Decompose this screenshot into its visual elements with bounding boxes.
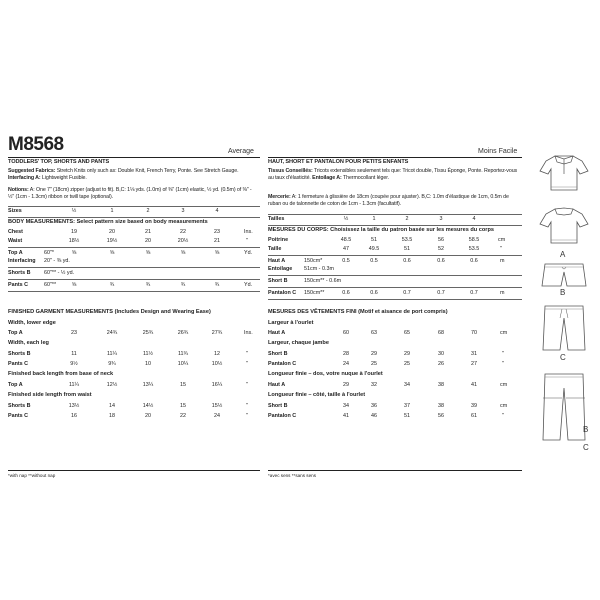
divider [268, 287, 522, 288]
shorts-b-row [8, 270, 260, 278]
row-label: Pants C [8, 413, 29, 419]
unit: " [246, 238, 248, 244]
sl-pants-c-row [8, 413, 260, 421]
poitrine-row [268, 237, 522, 245]
fabric-width: 60"** - ½ yd. [44, 270, 75, 276]
row-label: Shorts B [8, 351, 31, 357]
cell: 53.5 [401, 237, 413, 243]
interfacing-label: Interfacing A: [8, 174, 41, 181]
subheading: Width, each leg [8, 340, 49, 346]
cell: 21 [145, 229, 151, 235]
divider [8, 217, 260, 218]
cell: 24¾ [106, 330, 118, 336]
divider [268, 225, 522, 226]
difficulty-en: Average [228, 148, 254, 155]
cell: ⅝ [71, 282, 77, 288]
fin-top-a-row [8, 330, 260, 338]
body-measurements-heading: BODY MEASUREMENTS: Select pattern size based on body measurements [8, 219, 208, 225]
size-cell: 1 [110, 208, 114, 214]
size-cell: 4 [215, 208, 219, 214]
cell: 28 [343, 351, 349, 357]
mercerie-text: A: 1 fermeture à glissière de 18cm (coupée pour ajuster). B,C: 1.0m d'élastique de 1cm, 0.5m de ruban ou de talonnette de coton de 1cm - 1.3cm (facultatif). [268, 194, 509, 207]
view-label-c: C [560, 353, 566, 362]
unit: Yd. [244, 250, 253, 256]
ld-haut-a-row [268, 382, 522, 390]
cell: 0.6 [437, 258, 445, 264]
cell: ⅝ [145, 250, 151, 256]
row-label: Top A [8, 250, 23, 256]
unit: " [500, 246, 502, 252]
size-cell: ½ [71, 208, 77, 214]
row-label: Poitrine [268, 237, 289, 243]
fabrics-label: Tissus Conseillés: [268, 168, 313, 174]
cell: 11 [71, 351, 77, 357]
fin-pants-c-row [8, 361, 260, 369]
section-heading: HAUT, SHORT ET PANTALON POUR PETITS ENFANTS [268, 159, 409, 165]
cell: 46 [371, 413, 377, 419]
cell: 19½ [106, 238, 118, 244]
entoilage-label: Entoilage A: [312, 174, 342, 181]
unit: Yd. [244, 282, 253, 288]
cell: 20½ [177, 238, 189, 244]
unit: Ins. [244, 229, 253, 235]
row-label: Pantalon C [268, 361, 297, 367]
divider [8, 291, 260, 292]
cell: 25 [371, 361, 377, 367]
cell: 68 [438, 330, 444, 336]
divider [268, 470, 522, 471]
divider [8, 247, 260, 248]
fabric-width: 51cm - 0.3m [304, 266, 334, 272]
interfacing-text: Lightweight Fusible. [41, 174, 87, 181]
fin-haut-a-row [268, 330, 522, 338]
cell: ¾ [180, 282, 186, 288]
pattern-number: M8568 [8, 134, 64, 155]
row-label: Pantalon C [268, 413, 297, 419]
divider [8, 267, 260, 268]
cell: 11¼ [106, 351, 118, 357]
row-label: Short B [268, 278, 288, 284]
cell: 14½ [142, 403, 154, 409]
sizes-label: Tailles [268, 216, 285, 222]
unit: " [246, 382, 248, 388]
cell: 41 [471, 382, 477, 388]
unit: " [246, 351, 248, 357]
finished-measurements-heading: MESURES DES VÊTEMENTS FINI (Motif et aisance de port compris) [268, 309, 448, 315]
cell: 15 [180, 403, 186, 409]
cell: 38 [438, 403, 444, 409]
cell: 22 [180, 229, 186, 235]
footnote: *avec sens **sans sens [268, 473, 317, 478]
row-label: Pants C [8, 361, 29, 367]
subheading: Finished back length from base of neck [8, 371, 114, 377]
top-a-front-sketch [538, 150, 590, 194]
cell: ⅝ [71, 250, 77, 256]
subheading: Longueur finie – dos, votre nuque à l'ourlet [268, 371, 383, 377]
row-label: Haut A [268, 330, 286, 336]
size-cell: ½ [343, 216, 349, 222]
fabric-width: 150cm* [304, 258, 323, 264]
cell: 56 [438, 413, 444, 419]
size-cell: 4 [472, 216, 476, 222]
cell: 10½ [211, 361, 223, 367]
cell: 0.6 [403, 258, 411, 264]
cell: 38 [438, 382, 444, 388]
mercerie-paragraph [268, 194, 520, 207]
unit: " [246, 403, 248, 409]
fabrics-paragraph [8, 168, 258, 181]
chest-row [8, 229, 260, 237]
row-label: Short B [268, 351, 288, 357]
cell: 56 [438, 237, 444, 243]
divider [268, 255, 522, 256]
pantalon-c-row [268, 290, 522, 298]
fabric-width: 20" - ⅜ yd. [44, 258, 70, 264]
subheading: Finished side length from waist [8, 392, 92, 398]
cell: 36 [371, 403, 377, 409]
view-label-b: B [560, 288, 566, 297]
pants-c-sketch [540, 304, 588, 352]
cell: 12½ [106, 382, 118, 388]
lc-short-b-row [268, 403, 522, 411]
divider [8, 470, 260, 471]
cell: 51 [371, 237, 377, 243]
cell: 0.7 [437, 290, 445, 296]
cell: 34 [404, 382, 410, 388]
cell: 19 [71, 229, 77, 235]
cell: 70 [471, 330, 477, 336]
row-label: Waist [8, 238, 23, 244]
cell: 15 [180, 382, 186, 388]
unit: cm [500, 382, 508, 388]
cell: 23 [214, 229, 220, 235]
sizes-row [268, 216, 522, 224]
taille-row [268, 246, 522, 254]
row-label: Taille [268, 246, 282, 252]
unit: " [502, 413, 504, 419]
unit: m [500, 258, 505, 264]
cell: 27 [471, 361, 477, 367]
bl-top-a-row [8, 382, 260, 390]
row-label: Chest [8, 229, 23, 235]
footnote: *with nap **without nap [8, 473, 56, 478]
cell: 51 [404, 413, 410, 419]
cell: 0.7 [403, 290, 411, 296]
unit: cm [500, 330, 508, 336]
entoilage-text: Thermocollant léger. [342, 174, 389, 181]
cell: 11¼ [68, 382, 80, 388]
cell: 60 [343, 330, 349, 336]
sl-shorts-b-row [8, 403, 260, 411]
row-label: Interfacing [8, 258, 36, 264]
cell: 47 [343, 246, 349, 252]
cell: 48.5 [340, 237, 352, 243]
view-label-c2: C [583, 443, 589, 452]
cell: 39 [471, 403, 477, 409]
cell: 9¾ [108, 361, 116, 367]
cell: 29 [404, 351, 410, 357]
cell: 41 [343, 413, 349, 419]
divider [268, 299, 522, 300]
divider [268, 275, 522, 276]
size-cell: 2 [146, 208, 150, 214]
cell: 13½ [68, 403, 80, 409]
entoilage-row [268, 266, 522, 274]
cell: 14 [109, 403, 115, 409]
notions-text: A: One 7" (18cm) zipper (adjust to fit). B,C: 1⅛ yds. (1.0m) of ⅜" (1cm) elastic, ½ yd. (0.5m) of ⅜" - ½" (1cm - 1.3cm) ribbon or twill tape (optional). [8, 187, 252, 200]
shorts-b-sketch [540, 262, 588, 288]
finished-measurements-heading: FINISHED GARMENT MEASUREMENTS (Includes Design and Wearing Ease) [8, 309, 211, 315]
haut-a-row [268, 258, 522, 266]
cell: 26¾ [177, 330, 189, 336]
section-heading: TODDLERS' TOP, SHORTS AND PANTS [8, 159, 110, 165]
divider [268, 157, 522, 158]
cell: 30 [438, 351, 444, 357]
mercerie-label: Mercerie: [268, 194, 291, 200]
size-cell: 2 [405, 216, 409, 222]
cell: 29 [343, 382, 349, 388]
cell: ⅝ [214, 250, 220, 256]
fabrics-text: Stretch Knits only such as: Double Knit, French Terry, Ponte. See Stretch Gauge. [56, 168, 239, 174]
divider [8, 157, 260, 158]
cell: 20 [109, 229, 115, 235]
unit: m [500, 290, 505, 296]
fabrics-paragraph [268, 168, 520, 181]
subheading: Largeur, chaque jambe [268, 340, 329, 346]
subheading: Longueur finie – côté, taille à l'ourlet [268, 392, 366, 398]
row-label: Short B [268, 403, 288, 409]
cell: 0.5 [370, 258, 378, 264]
fabric-width: 150cm** [304, 290, 325, 296]
size-cell: 3 [439, 216, 443, 222]
divider [8, 279, 260, 280]
row-label: Shorts B [8, 270, 31, 276]
unit: " [246, 361, 248, 367]
view-label-a: A [560, 250, 566, 259]
cell: 32 [371, 382, 377, 388]
cell: 9½ [70, 361, 78, 367]
cell: 61 [471, 413, 477, 419]
cell: 20 [145, 413, 151, 419]
cell: 51 [404, 246, 410, 252]
cell: 34 [343, 403, 349, 409]
cell: ¾ [214, 282, 220, 288]
cell: 25¾ [142, 330, 154, 336]
row-label: Pantalon C [268, 290, 297, 296]
cell: 15½ [211, 403, 223, 409]
cell: 49.5 [368, 246, 380, 252]
row-label: Haut A [268, 258, 286, 264]
row-label: Shorts B [8, 403, 31, 409]
lc-pantalon-c-row [268, 413, 522, 421]
notions-label: Notions: [8, 187, 29, 193]
cell: 21 [214, 238, 220, 244]
cell: ⅝ [109, 250, 115, 256]
cell: 27¾ [211, 330, 223, 336]
unit: cm [498, 237, 506, 243]
cell: 53.5 [468, 246, 480, 252]
fin-pantalon-c-row [268, 361, 522, 369]
divider [8, 206, 260, 207]
cell: 52 [438, 246, 444, 252]
row-label: Pants C [8, 282, 29, 288]
notions-paragraph [8, 187, 258, 200]
cell: 16¼ [211, 382, 223, 388]
pants-c-row [8, 282, 260, 290]
fin-shorts-b-row [8, 351, 260, 359]
cell: 20 [145, 238, 151, 244]
body-measurements-heading: MESURES DU CORPS: Choisissez la taille du patron basée sur les mesures du corps [268, 227, 494, 233]
row-label: Entoilage [268, 266, 293, 272]
cell: 31 [471, 351, 477, 357]
cell: 22 [180, 413, 186, 419]
cell: 0.6 [470, 258, 478, 264]
cell: 10 [145, 361, 151, 367]
cell: 16 [71, 413, 77, 419]
cell: 37 [404, 403, 410, 409]
sizes-row [8, 208, 260, 216]
difficulty-fr: Moins Facile [478, 148, 518, 155]
cell: ⅝ [180, 250, 186, 256]
cell: 12 [214, 351, 220, 357]
size-cell: 1 [372, 216, 376, 222]
view-label-b2: B [583, 425, 589, 434]
top-a-back-sketch [538, 203, 590, 247]
cell: 23 [71, 330, 77, 336]
unit: Ins. [244, 330, 253, 336]
top-a-row [8, 250, 260, 258]
fin-short-b-row [268, 351, 522, 359]
cell: 63 [371, 330, 377, 336]
short-b-row [268, 278, 522, 286]
fabric-width: 60"** [44, 282, 57, 288]
cell: 25 [404, 361, 410, 367]
cell: 26 [438, 361, 444, 367]
unit: " [502, 351, 504, 357]
interfacing-row [8, 258, 260, 266]
cell: 58.5 [468, 237, 480, 243]
cell: 13¼ [142, 382, 154, 388]
cell: ¾ [145, 282, 151, 288]
cell: 24 [214, 413, 220, 419]
cell: 11½ [142, 351, 154, 357]
subheading: Largeur à l'ourlet [268, 320, 314, 326]
cell: 65 [404, 330, 410, 336]
unit: " [246, 413, 248, 419]
cell: 0.5 [342, 258, 350, 264]
row-label: Top A [8, 330, 23, 336]
divider [268, 214, 522, 215]
unit: " [502, 361, 504, 367]
cell: 24 [343, 361, 349, 367]
cell: 18 [109, 413, 115, 419]
row-label: Haut A [268, 382, 286, 388]
fabrics-label: Suggested Fabrics: [8, 168, 56, 174]
shorts-pants-back-sketch [540, 372, 588, 442]
cell: 10¼ [177, 361, 189, 367]
cell: 18½ [68, 238, 80, 244]
subheading: Width, lower edge [8, 320, 56, 326]
cell: 0.7 [470, 290, 478, 296]
sizes-label: Sizes [8, 208, 22, 214]
row-label: Top A [8, 382, 23, 388]
cell: ¾ [109, 282, 115, 288]
cell: 0.6 [370, 290, 378, 296]
cell: 11¾ [177, 351, 189, 357]
unit: cm [500, 403, 508, 409]
size-cell: 3 [181, 208, 185, 214]
fabrics-text: Tricots extensibles seulement tels que: Tricot double, Tissu Éponge, Ponte. Reportez-vous au taux d'élasticité. [268, 168, 518, 181]
fabric-width: 60"* [44, 250, 55, 256]
cell: 29 [371, 351, 377, 357]
waist-row [8, 238, 260, 246]
fabric-width: 150cm** - 0.6m [304, 278, 342, 284]
cell: 0.6 [342, 290, 350, 296]
